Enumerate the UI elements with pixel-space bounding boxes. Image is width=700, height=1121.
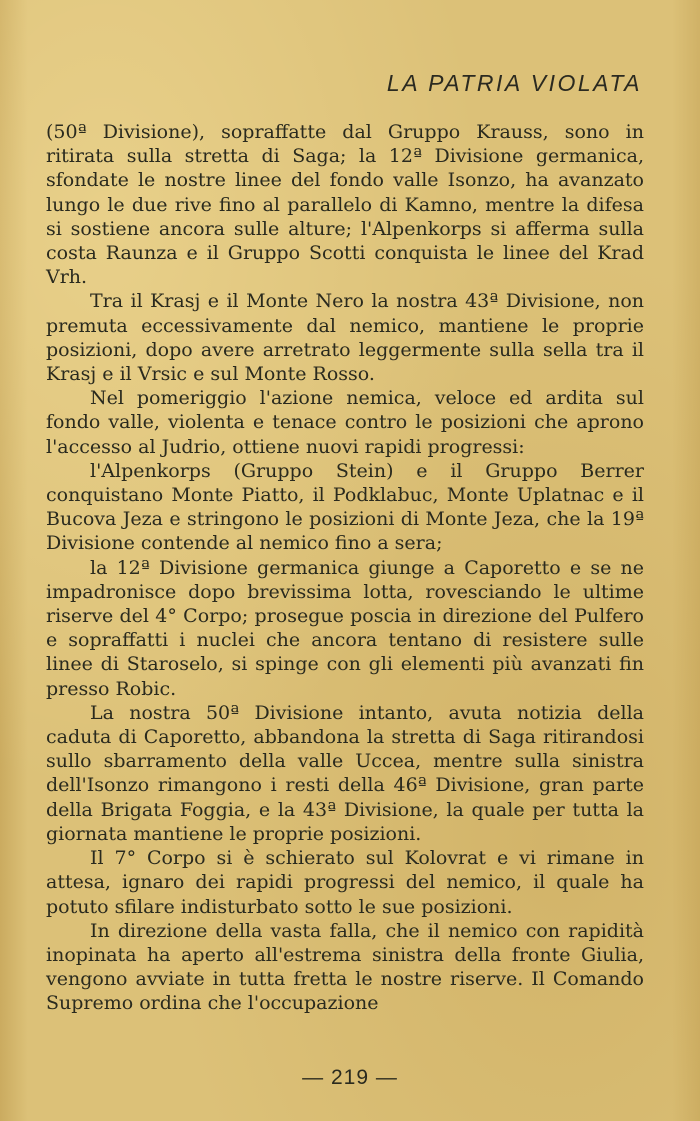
- paragraph-4: l'Alpenkorps (Gruppo Stein) e il Gruppo Berrer conquistano Monte Piatto, il Podklabuc, Monte Uplatnac e il Bucova Jeza e stringono le posizioni di Monte Jeza, che la 19ª Divisione contende al nemico fino a sera;: [46, 459, 644, 555]
- page-body: [46, 120, 644, 1016]
- paragraph-5: la 12ª Divisione germanica giunge a Caporetto e se ne impadronisce dopo brevissima lotta, rovesciando le ultime riserve del 4° Corpo; prosegue poscia in direzione del Pulfero e sopraffatti i nuclei che ancora tentano di resistere sulle linee di Staroselo, si spinge con gli elementi più avanzati fin presso Robic.: [46, 556, 644, 700]
- paragraph-7: Il 7° Corpo si è schierato sul Kolovrat e vi rimane in attesa, ignaro dei rapidi progressi del nemico, il quale ha potuto sfilare indisturbato sotto le sue posizioni.: [46, 847, 644, 918]
- page-number: — 219 —: [302, 1066, 398, 1089]
- running-head-title: LA PATRIA VIOLATA: [386, 70, 642, 96]
- paragraph-8: In direzione della vasta falla, che il nemico con rapidità inopinata ha aperto all'estrema sinistra della fronte Giulia, vengono avviate in tutta fretta le nostre riserve. Il Comando Supremo ordina che l'occupazione: [46, 919, 644, 1015]
- paragraph-3: Nel pomeriggio l'azione nemica, veloce ed ardita sul fondo valle, violenta e tenace contro le posizioni che aprono l'accesso al Judrio, ottiene nuovi rapidi progressi:: [46, 387, 644, 458]
- paragraph-2: Tra il Krasj e il Monte Nero la nostra 43ª Divisione, non premuta eccessivamente dal nemico, mantiene le proprie posizioni, dopo avere arretrato leggermente sulla sella tra il Krasj e il Vrsic e sul Monte Rosso.: [46, 290, 644, 386]
- paragraph-1: (50ª Divisione), sopraffatte dal Gruppo Krauss, sono in ritirata sulla stretta di Saga; la 12ª Divisione germanica, sfondate le nostre linee del fondo valle Isonzo, ha avanzato lungo le due rive fino al parallelo di Kamno, mentre la difesa si sostiene ancora sulle alture; l'Alpenkorps si afferma sulla costa Raunza e il Gruppo Scotti conquista le linee del Krad Vrh.: [46, 121, 644, 289]
- paragraph-6: La nostra 50ª Divisione intanto, avuta notizia della caduta di Caporetto, abbandona la stretta di Saga ritirandosi sullo sbarramento della valle Uccea, mentre sulla sinistra dell'Isonzo rimangono i resti della 46ª Divisione, gran parte della Brigata Foggia, e la 43ª Divisione, la quale per tutta la giornata mantiene le proprie posizioni.: [46, 701, 644, 845]
